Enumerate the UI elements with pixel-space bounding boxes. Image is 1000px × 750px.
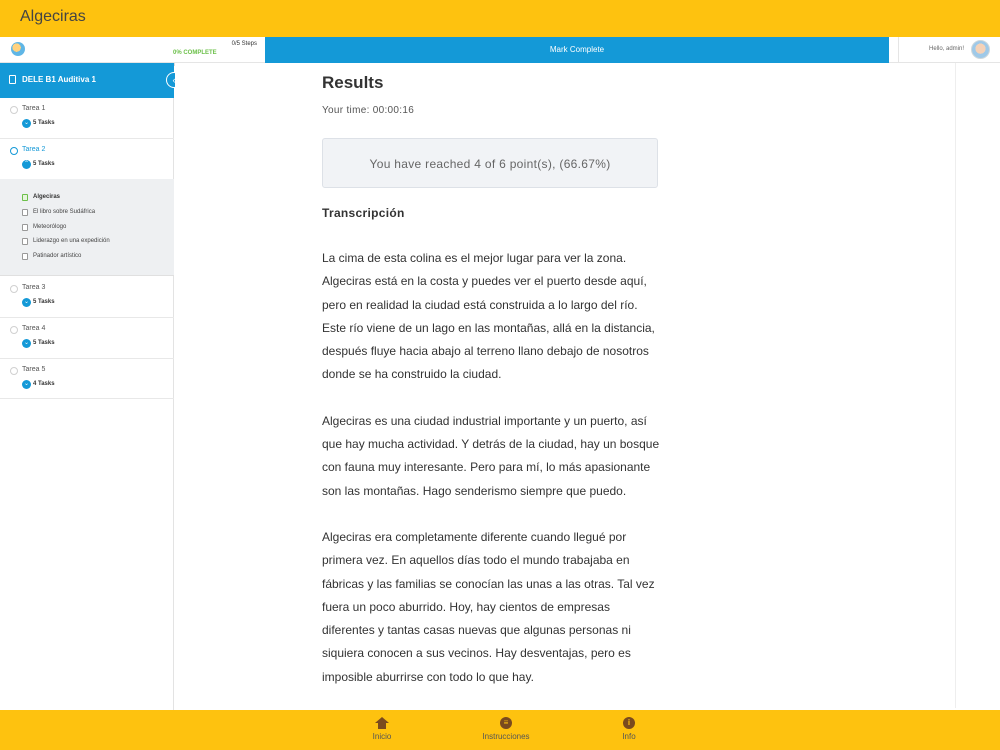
score-box: You have reached 4 of 6 point(s), (66.67%) bbox=[322, 138, 658, 188]
transcript-paragraph: Algeciras es una ciudad industrial importante y un puerto, así que hay mucha actividad. Y detrás de la ciudad, hay un bosque con fauna muy interesante. Pero para mí, lo más apasionante son las montañas. Hago senderismo siempre que puedo. bbox=[322, 413, 660, 498]
lesson-status-icon bbox=[10, 147, 18, 155]
quiz-time: Your time: 00:00:16 bbox=[322, 105, 415, 116]
lesson-name: Tarea 4 bbox=[22, 325, 46, 332]
sidebar-item-tarea-2[interactable] bbox=[0, 139, 174, 179]
course-title: DELE B1 Auditiva 1 bbox=[22, 75, 96, 84]
document-icon bbox=[22, 253, 28, 260]
topic-list bbox=[0, 179, 174, 276]
nav-info[interactable] bbox=[584, 717, 674, 741]
lesson-task-count: 5 Tasks bbox=[33, 340, 55, 346]
topic-label: Patinador artístico bbox=[33, 253, 82, 259]
course-sidebar bbox=[0, 63, 174, 710]
course-title-bar[interactable] bbox=[0, 63, 174, 98]
user-greeting: Hello, admin! bbox=[929, 46, 965, 52]
lesson-status-icon bbox=[10, 326, 18, 334]
topic-label: El libro sobre Sudáfrica bbox=[33, 209, 96, 215]
lesson-task-count: 5 Tasks bbox=[33, 120, 55, 126]
site-logo-icon[interactable] bbox=[11, 42, 25, 56]
sidebar-item-tarea-1[interactable] bbox=[0, 98, 174, 139]
section-title: Transcripción bbox=[322, 206, 405, 220]
transcript-paragraph: La cima de esta colina es el mejor lugar para ver la zona. Algeciras está en la costa y puedes ver el puerto desde aquí, pero en realidad la ciudad está construida a lo largo del río. Este río viene de un lago en las montañas, allá en la distancia, después fluye hacia abajo al terreno llano debajo de nosotros donde se ha construido la ciudad. bbox=[322, 251, 655, 382]
topic-label: Liderazgo en una expedición bbox=[33, 238, 110, 244]
page-title: Results bbox=[322, 73, 384, 92]
sidebar-item-tarea-4[interactable] bbox=[0, 318, 174, 359]
lesson-task-count: 5 Tasks bbox=[33, 299, 55, 305]
info-icon: i bbox=[623, 717, 635, 729]
transcript-text bbox=[322, 247, 662, 710]
lesson-status-icon bbox=[10, 106, 18, 114]
document-icon bbox=[22, 238, 28, 245]
user-menu[interactable] bbox=[898, 37, 1000, 63]
topic-label: Algeciras bbox=[33, 194, 61, 200]
nav-label: Inicio bbox=[372, 732, 392, 741]
lesson-task-count: 4 Tasks bbox=[33, 381, 55, 387]
chevron-down-icon: ⌄ bbox=[23, 381, 30, 387]
nav-instrucciones[interactable] bbox=[461, 717, 551, 741]
lesson-task-count: 5 Tasks bbox=[33, 161, 55, 167]
nav-label: Info bbox=[622, 732, 636, 741]
list-icon: ≡ bbox=[500, 717, 512, 729]
sidebar-collapse-button[interactable]: ‹ bbox=[166, 72, 182, 88]
transcript-paragraph: Algeciras era completamente diferente cuando llegué por primera vez. En aquellos días todo el mundo trabajaba en fábricas y las familias se conocían las unas a las otras. Tal vez fuera un poco aburrido. Hoy, hay cientos de empresas diferentes y tantas casas nuevas que algunas personas ni siquiera conocen a sus vecinos. Hay desventajas, pero es imposible aburrirse con todo lo que hay. bbox=[322, 529, 655, 684]
progress-percent: 0% COMPLETE bbox=[173, 50, 217, 56]
chevron-down-icon: ⌄ bbox=[23, 299, 30, 305]
nav-label: Instrucciones bbox=[482, 732, 530, 741]
progress-steps: 0/5 Steps bbox=[231, 41, 257, 47]
content-divider bbox=[955, 63, 956, 708]
mark-complete-button[interactable]: Mark Complete bbox=[265, 37, 889, 63]
book-icon bbox=[9, 75, 16, 84]
chevron-down-icon: ⌄ bbox=[23, 340, 30, 346]
bottom-nav bbox=[0, 710, 1000, 750]
lesson-status-icon bbox=[10, 285, 18, 293]
lesson-name: Tarea 1 bbox=[22, 105, 46, 112]
sidebar-item-tarea-5[interactable] bbox=[0, 359, 174, 399]
lesson-name: Tarea 5 bbox=[22, 366, 46, 373]
document-icon bbox=[22, 194, 28, 201]
avatar[interactable] bbox=[971, 40, 990, 59]
nav-inicio[interactable] bbox=[337, 717, 427, 741]
app-title: Algeciras bbox=[20, 8, 86, 25]
lesson-content bbox=[175, 63, 1000, 710]
document-icon bbox=[22, 224, 28, 231]
chevron-up-icon: ⌃ bbox=[23, 161, 30, 167]
sidebar-item-tarea-3[interactable] bbox=[0, 277, 174, 318]
home-icon bbox=[376, 717, 388, 729]
lesson-name: Tarea 2 bbox=[22, 146, 46, 153]
chevron-down-icon: ⌄ bbox=[23, 120, 30, 126]
lesson-status-icon bbox=[10, 367, 18, 375]
document-icon bbox=[22, 209, 28, 216]
topic-label: Meteorólogo bbox=[33, 224, 67, 230]
lesson-name: Tarea 3 bbox=[22, 284, 46, 291]
course-toolbar bbox=[0, 37, 1000, 63]
app-header bbox=[0, 0, 1000, 37]
